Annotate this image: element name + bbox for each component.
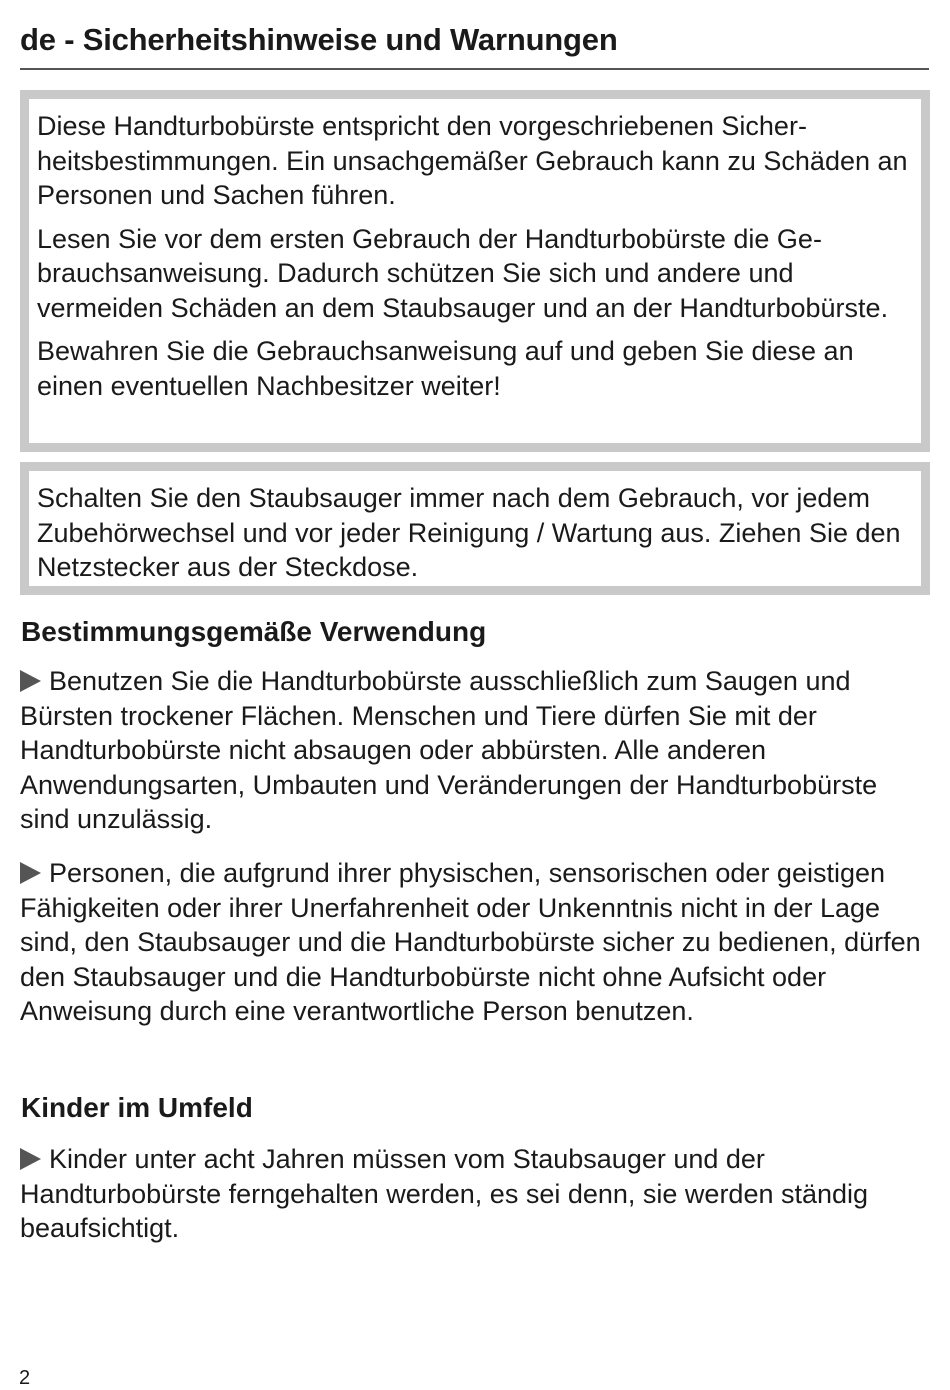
list-item — [20, 856, 930, 1029]
page-number: 2 — [19, 1367, 31, 1389]
list-item — [20, 1142, 930, 1246]
list-item-text: Personen, die aufgrund ihrer physischen, sensorischen oder geistigen Fähigkeiten oder ihrer Unerfahrenheit oder Unkenntnis nicht in der Lage sind, den Staubsauger und die Handturbobürste sicher zu bedienen, dürfen den Staubsauger und die Handturbobürste nicht ohne Aufsicht oder Anweisung durch eine verantwortliche Person benutzen. — [20, 858, 921, 1026]
page-title: de - Sicherheitshinweise und Warnungen — [20, 22, 618, 57]
list-item — [20, 664, 930, 837]
list-item-text: Benutzen Sie die Handturbobürste ausschließlich zum Saugen und Bürsten trockener Flächen. Menschen und Tiere dürfen Sie mit der Handturbobürste nicht absaugen oder abbürsten. Alle anderen Anwendungsarten, Umbauten und Veränderungen der Handturbobürste sind unzulässig. — [20, 666, 878, 834]
section-heading-intended-use: Bestimmungsgemäße Verwendung — [21, 616, 487, 647]
triangle-bullet-icon — [20, 1148, 41, 1170]
section-heading-children: Kinder im Umfeld — [21, 1092, 253, 1123]
page-header — [20, 18, 929, 70]
triangle-bullet-icon — [20, 862, 41, 884]
triangle-bullet-icon — [20, 670, 41, 692]
switch-off-notice-box — [20, 462, 930, 595]
safety-notice-box — [20, 90, 930, 452]
notice-paragraph: Schalten Sie den Staubsauger immer nach dem Gebrauch, vor jedem Zubehörwechsel und vor jeder Reinigung / Wartung aus. Ziehen Sie den Netzstecker aus der Steckdose. — [37, 483, 901, 582]
notice-paragraph: Diese Handturbobürste entspricht den vorgeschriebenen Sicherheitsbestimmungen. Ein unsachgemäßer Gebrauch kann zu Schäden an Personen und Sachen führen. — [37, 111, 908, 210]
notice-paragraph: Bewahren Sie die Gebrauchsanweisung auf und geben Sie diese an einen eventuellen Nachbesitzer weiter! — [37, 336, 854, 401]
notice-paragraph: Lesen Sie vor dem ersten Gebrauch der Handturbobürste die Gebrauchsanweisung. Dadurch schützen Sie sich und andere und vermeiden Schäden an dem Staubsauger und an der Handturbobürste. — [37, 223, 889, 323]
list-item-text: Kinder unter acht Jahren müssen vom Staubsauger und der Handturbobürste ferngehalten werden, es sei denn, sie werden ständig beaufsichtigt. — [20, 1144, 869, 1243]
